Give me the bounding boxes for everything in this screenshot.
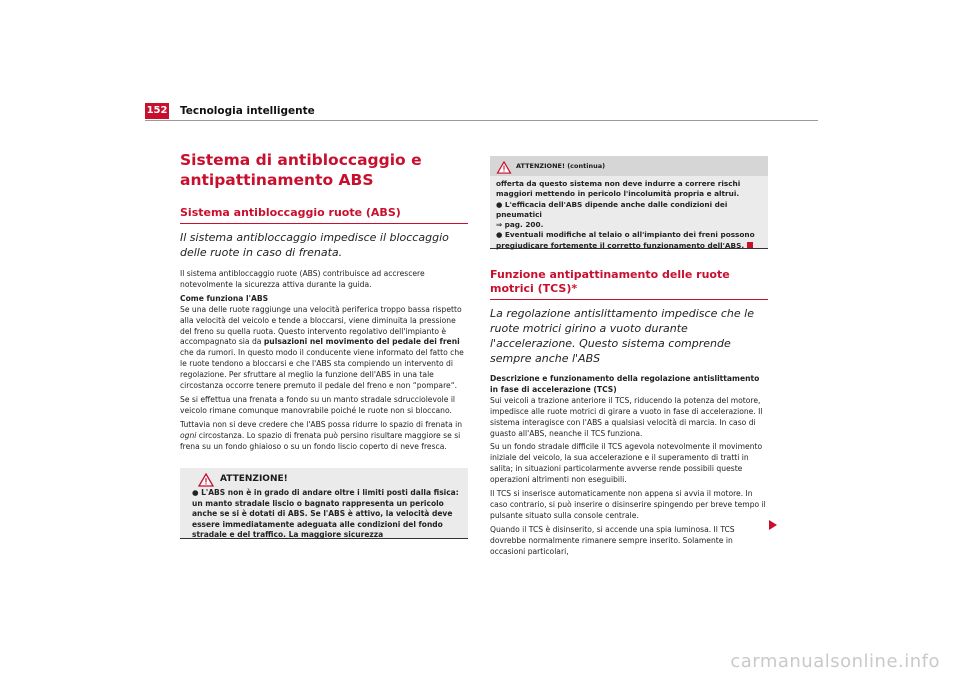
warning-box <box>180 468 468 539</box>
abs-heading-rule <box>180 223 468 224</box>
tcs-heading-rule <box>490 299 768 300</box>
abs-body <box>180 269 468 453</box>
header-rule <box>145 120 818 121</box>
abs-paragraph-2: Se una delle ruote raggiunge una velocità periferica troppo bassa rispetto alla velocità del veicolo e tende a bloccarsi, viene diminuita la pressione del freno su quella ruota. Questo intervento regolativo dell'impianto è accompagnato sia da pulsazioni nel movimento del pedale dei freni che da rumori. In questo modo il conducente viene informato del fatto che le ruote tendono a bloccarsi e che l'ABS sta compiendo un intervento di regolazione. Per sfruttare al meglio la funzione dell'ABS in una tale circostanza occorre tenere premuto il pedale del freno e non “pompare“. <box>180 304 464 391</box>
warning-text: ● L'ABS non è in grado di andare oltre i limiti posti dalla fisica: un manto stradale liscio o bagnato rappresenta un pericolo anche se si è dotati di ABS. Se l'ABS è attivo, la velocità deve essere immediatamente adeguata alle condizioni del fondo stradale e del traffico. La maggiore sicurezza <box>192 488 459 540</box>
tcs-paragraph-2: Su un fondo stradale difficile il TCS agevola notevolmente il movimento iniziale del veicolo, la sua accelerazione e il superamento di tratti in salita; in situazioni particolarmente avverse rende possibili queste operazioni altrimenti non eseguibili. <box>490 442 763 485</box>
warning-continued-text: offerta da questo sistema non deve indurre a correre rischi maggiori mettendo in pericolo l'incolumità propria e altrui. ● L'efficacia dell'ABS dipende anche dalle condizioni dei pneumatici ⇒ pag. 200. ● Eventuali modifiche al telaio o all'impianto dei freni possono pregiudicare fortemente il corretto funzionamento dell'ABS. <box>490 176 768 251</box>
tcs-paragraph-1: Sui veicoli a trazione anteriore il TCS, riducendo la potenza del motore, impedisce alle ruote motrici di girare a vuoto in fase di accelerazione. Il sistema interagisce con l'ABS a qualsiasi velocità di marcia. In caso di guasto all'ABS, neanche il TCS funziona. <box>490 395 763 438</box>
pedal-pulsation-emphasis: pulsazioni nel movimento del pedale dei freni <box>263 337 460 347</box>
tcs-heading: Funzione antipattinamento delle ruote motrici (TCS)* <box>490 268 730 295</box>
tcs-subheading: Descrizione e funzionamento della regolazione antislittamento in fase di accelerazione (TCS) <box>490 374 760 394</box>
warning-triangle-icon <box>198 472 214 486</box>
tcs-lead: La regolazione antislittamento impedisce che le ruote motrici girino a vuoto durante l'accelerazione. Questo sistema comprende sempre anche l'ABS <box>490 307 754 365</box>
running-header: Tecnologia intelligente <box>180 105 315 117</box>
abs-paragraph-1: Il sistema antibloccaggio ruote (ABS) contribuisce ad accrescere notevolmente la sicurezza attiva durante la guida. <box>180 269 425 289</box>
main-title: Sistema di antibloccaggio e antipattinamento ABS <box>180 151 422 189</box>
warning-continued-title-row <box>490 156 768 176</box>
tcs-section <box>490 268 768 561</box>
page-number: 152 <box>145 103 169 119</box>
warning-continued-box <box>490 156 768 249</box>
bullet-icon: ● <box>496 199 505 209</box>
abs-heading: Sistema antibloccaggio ruote (ABS) <box>180 206 401 219</box>
tcs-paragraph-4: Quando il TCS è disinserito, si accende una spia luminosa. Il TCS dovrebbe normalmente rimanere sempre inserito. Solamente in occasioni particolari, <box>490 524 735 556</box>
bullet-icon: ● <box>496 230 505 240</box>
warning-title-row <box>180 468 468 486</box>
abs-section <box>180 206 468 456</box>
warning-continued-title: ATTENZIONE! (continua) <box>516 162 606 170</box>
warning-triangle-icon <box>496 159 512 173</box>
warning-title: ATTENZIONE! <box>220 474 288 484</box>
abs-paragraph-3: Se si effettua una frenata a fondo su un manto stradale sdrucciolevole il veicolo rimane comunque manovrabile poiché le ruote non si bloccano. <box>180 394 456 415</box>
watermark: carmanualsonline.info <box>730 651 940 672</box>
page-reference-link[interactable]: ⇒ pag. 200. <box>496 220 544 230</box>
abs-subheading: Come funziona l'ABS <box>180 293 269 303</box>
section-end-icon <box>747 242 753 248</box>
bullet-icon: ● <box>192 488 202 497</box>
abs-lead: Il sistema antibloccaggio impedisce il bloccaggio delle ruote in caso di frenata. <box>180 231 449 259</box>
tcs-paragraph-3: Il TCS si inserisce automaticamente non appena si avvia il motore. In caso contrario, si può inserire o disinserire spingendo per breve tempo il pulsante situato sulla console centrale. <box>490 489 766 520</box>
abs-paragraph-4: Tuttavia non si deve credere che l'ABS possa ridurre lo spazio di frenata in ogni circostanza. Lo spazio di frenata può persino risultare maggiore se si frena su un fondo ghiaioso o su un fondo liscio coperto di neve fresca. <box>180 419 463 451</box>
tcs-body <box>490 374 768 558</box>
continue-arrow-icon <box>768 519 778 534</box>
